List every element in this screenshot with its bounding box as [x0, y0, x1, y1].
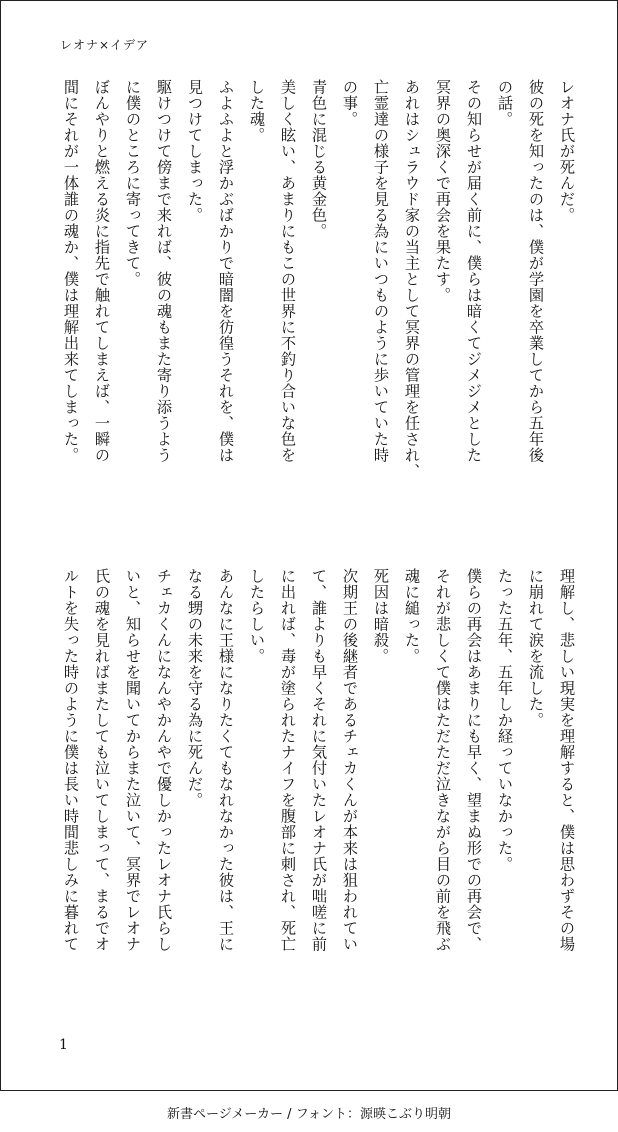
text-line: て、誰よりも早くそれに気付いたレオナ氏が咄嗟に前 — [310, 568, 328, 952]
text-line: 青色に混じる黄金色。 — [310, 79, 328, 239]
text-line: たった五年、五年しか経っていなかった。 — [496, 568, 514, 872]
text-line: に崩れて涙を流した。 — [527, 568, 545, 728]
running-header-title: レオナ×イデア — [60, 38, 150, 52]
text-line: 間にそれが一体誰の魂か、僕は理解出来てしまった。 — [62, 79, 80, 463]
text-line: 魂に縋った。 — [403, 568, 421, 664]
text-line: レオナ氏が死んだ。 — [558, 79, 576, 223]
text-block-lower — [58, 568, 574, 1014]
page-number: 1 — [59, 1037, 68, 1053]
footer-credit: 新書ページメーカー / フォント：源暎こぶり明朝 — [166, 1107, 452, 1122]
text-line: その知らせが届く前に、僕らは暗くてジメジメとした — [465, 79, 483, 463]
text-line: ルトを失った時のように僕は長い時間悲しみに暮れて — [62, 568, 80, 952]
text-line: した魂。 — [248, 79, 266, 143]
text-line: ふよふよと浮かぶばかりで暗闇を彷徨うそれを、僕は — [217, 79, 235, 463]
text-line: あんなに王様になりたくてもなれなかった彼は、王に — [217, 568, 235, 952]
text-line: 氏の魂を見ればまたしても泣いてしまって、まるでオ — [93, 568, 111, 952]
text-line: 冥界の奥深くで再会を果たす。 — [434, 79, 452, 303]
text-line: 理解し、悲しい現実を理解すると、僕は思わずその場 — [558, 568, 576, 952]
text-line: ぼんやりと燃える炎に指先で触れてしまえば、一瞬の — [93, 79, 111, 463]
text-block-upper — [58, 79, 574, 525]
text-line: 駆けつけて傍まで来れば、彼の魂もまた寄り添うよう — [155, 79, 173, 463]
text-line: 死因は暗殺。 — [372, 568, 390, 664]
text-line: それが悲しくて僕はただただ泣きながら目の前を飛ぶ — [434, 568, 452, 952]
text-line: いと、知らせを聞いてからまた泣いて、冥界でレオナ — [124, 568, 142, 952]
text-line: したらしい。 — [248, 568, 266, 664]
text-line: チェカくんになんやかんやで優しかったレオナ氏らし — [155, 568, 173, 952]
text-line: 美しく眩い、あまりにもこの世界に不釣り合いな色を — [279, 79, 297, 463]
text-line: 彼の死を知ったのは、僕が学園を卒業してから五年後 — [527, 79, 545, 463]
text-line: に僕のところに寄ってきて。 — [124, 79, 142, 287]
text-line: 見つけてしまった。 — [186, 79, 204, 223]
text-line: なる甥の未来を守る為に死んだ。 — [186, 568, 204, 808]
text-line: 次期王の後継者であるチェカくんが本来は狙われてい — [341, 568, 359, 952]
text-line: の事。 — [341, 79, 359, 127]
text-line: あれはシュラウド家の当主として冥界の管理を任され、 — [403, 79, 421, 479]
text-line: に出れば、毒が塗られたナイフを腹部に刺され、死亡 — [279, 568, 297, 952]
text-line: 亡霊達の様子を見る為にいつものように歩いていた時 — [372, 79, 390, 463]
text-line: の話。 — [496, 79, 514, 127]
text-line: 僕らの再会はあまりにも早く、望まぬ形での再会で、 — [465, 568, 483, 952]
